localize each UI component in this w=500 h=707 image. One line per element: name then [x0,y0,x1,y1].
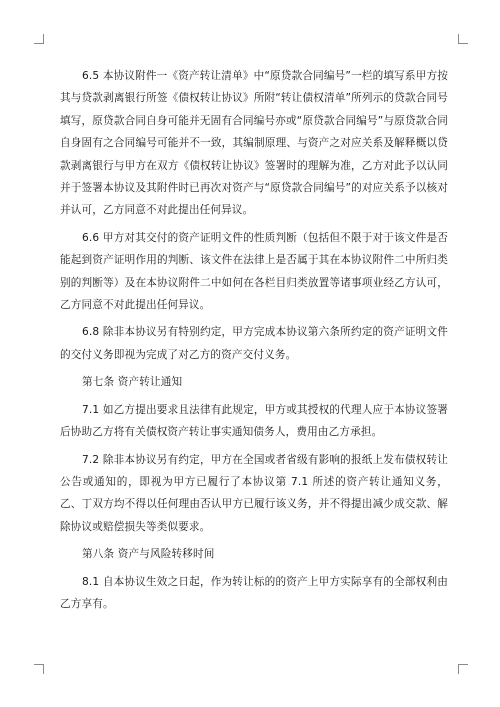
crop-mark-bottom-right [458,664,468,674]
article-8-heading: 第八条 资产与风险转移时间 [82,548,215,561]
crop-mark-top-right [458,34,468,44]
crop-mark-top-left [34,34,44,44]
clause-6-6: 6.6 甲方对其交付的资产证明文件的性质判断（包括但不限于对于该文件是否能起到资产证明作用的判断、该文件在法律上是否属于其在本协议附件二中所归类别的判断等）及在本协议附件二中如何在各栏目归类放置等诸事项业经乙方认可，乙方同意不对此提出任何异议。 [60,231,448,312]
document-body [60,65,448,620]
article-7-heading: 第七条 资产转让通知 [82,376,183,389]
clause-6-8: 6.8 除非本协议另有特别约定，甲方完成本协议第六条所约定的资产证明文件的交付义务即视为完成了对乙方的资产交付义务。 [60,326,448,361]
crop-mark-bottom-left [34,664,44,674]
clause-7-1: 7.1 如乙方提出要求且法律有此规定，甲方或其授权的代理人应于本协议签署后协助乙方将有关债权资产转让事实通知债务人，费用由乙方承担。 [60,403,448,439]
clause-6-5: 6.5 本协议附件一《资产转让清单》中“原贷款合同编号”一栏的填写系甲方按其与贷款剥离银行所签《债权转让协议》所附“转让债权清单”所列示的贷款合同号填写，原贷款合同自身可能并无固有合同编号亦或“原贷款合同编号”与原贷款合同自身固有之合同编号可能并不一致，其编制原理、与资产之对应关系及解释概以贷款剥离银行与甲方在双方《债权转让协议》签署时的理解为准，乙方对此予以认同并于签署本协议及其附件时已再次对资产与“原贷款合同编号”的对应关系予以核对并认可，乙方同意不对此提出任何异议。 [60,70,448,217]
clause-7-2: 7.2 除非本协议另有约定，甲方在全国或者省级有影响的报纸上发布债权转让公告或通知的，即视为甲方已履行了本协议第 7.1 所述的资产转让通知义务，乙、丁双方均不得以任何理由否认甲方已履行该义务，并不得提出减少成交款、解除协议或赔偿损失等类似要求。 [60,453,448,533]
clause-8-1: 8.1 自本协议生效之日起，作为转让标的的资产上甲方实际享有的全部权利由乙方享有。 [60,575,448,610]
